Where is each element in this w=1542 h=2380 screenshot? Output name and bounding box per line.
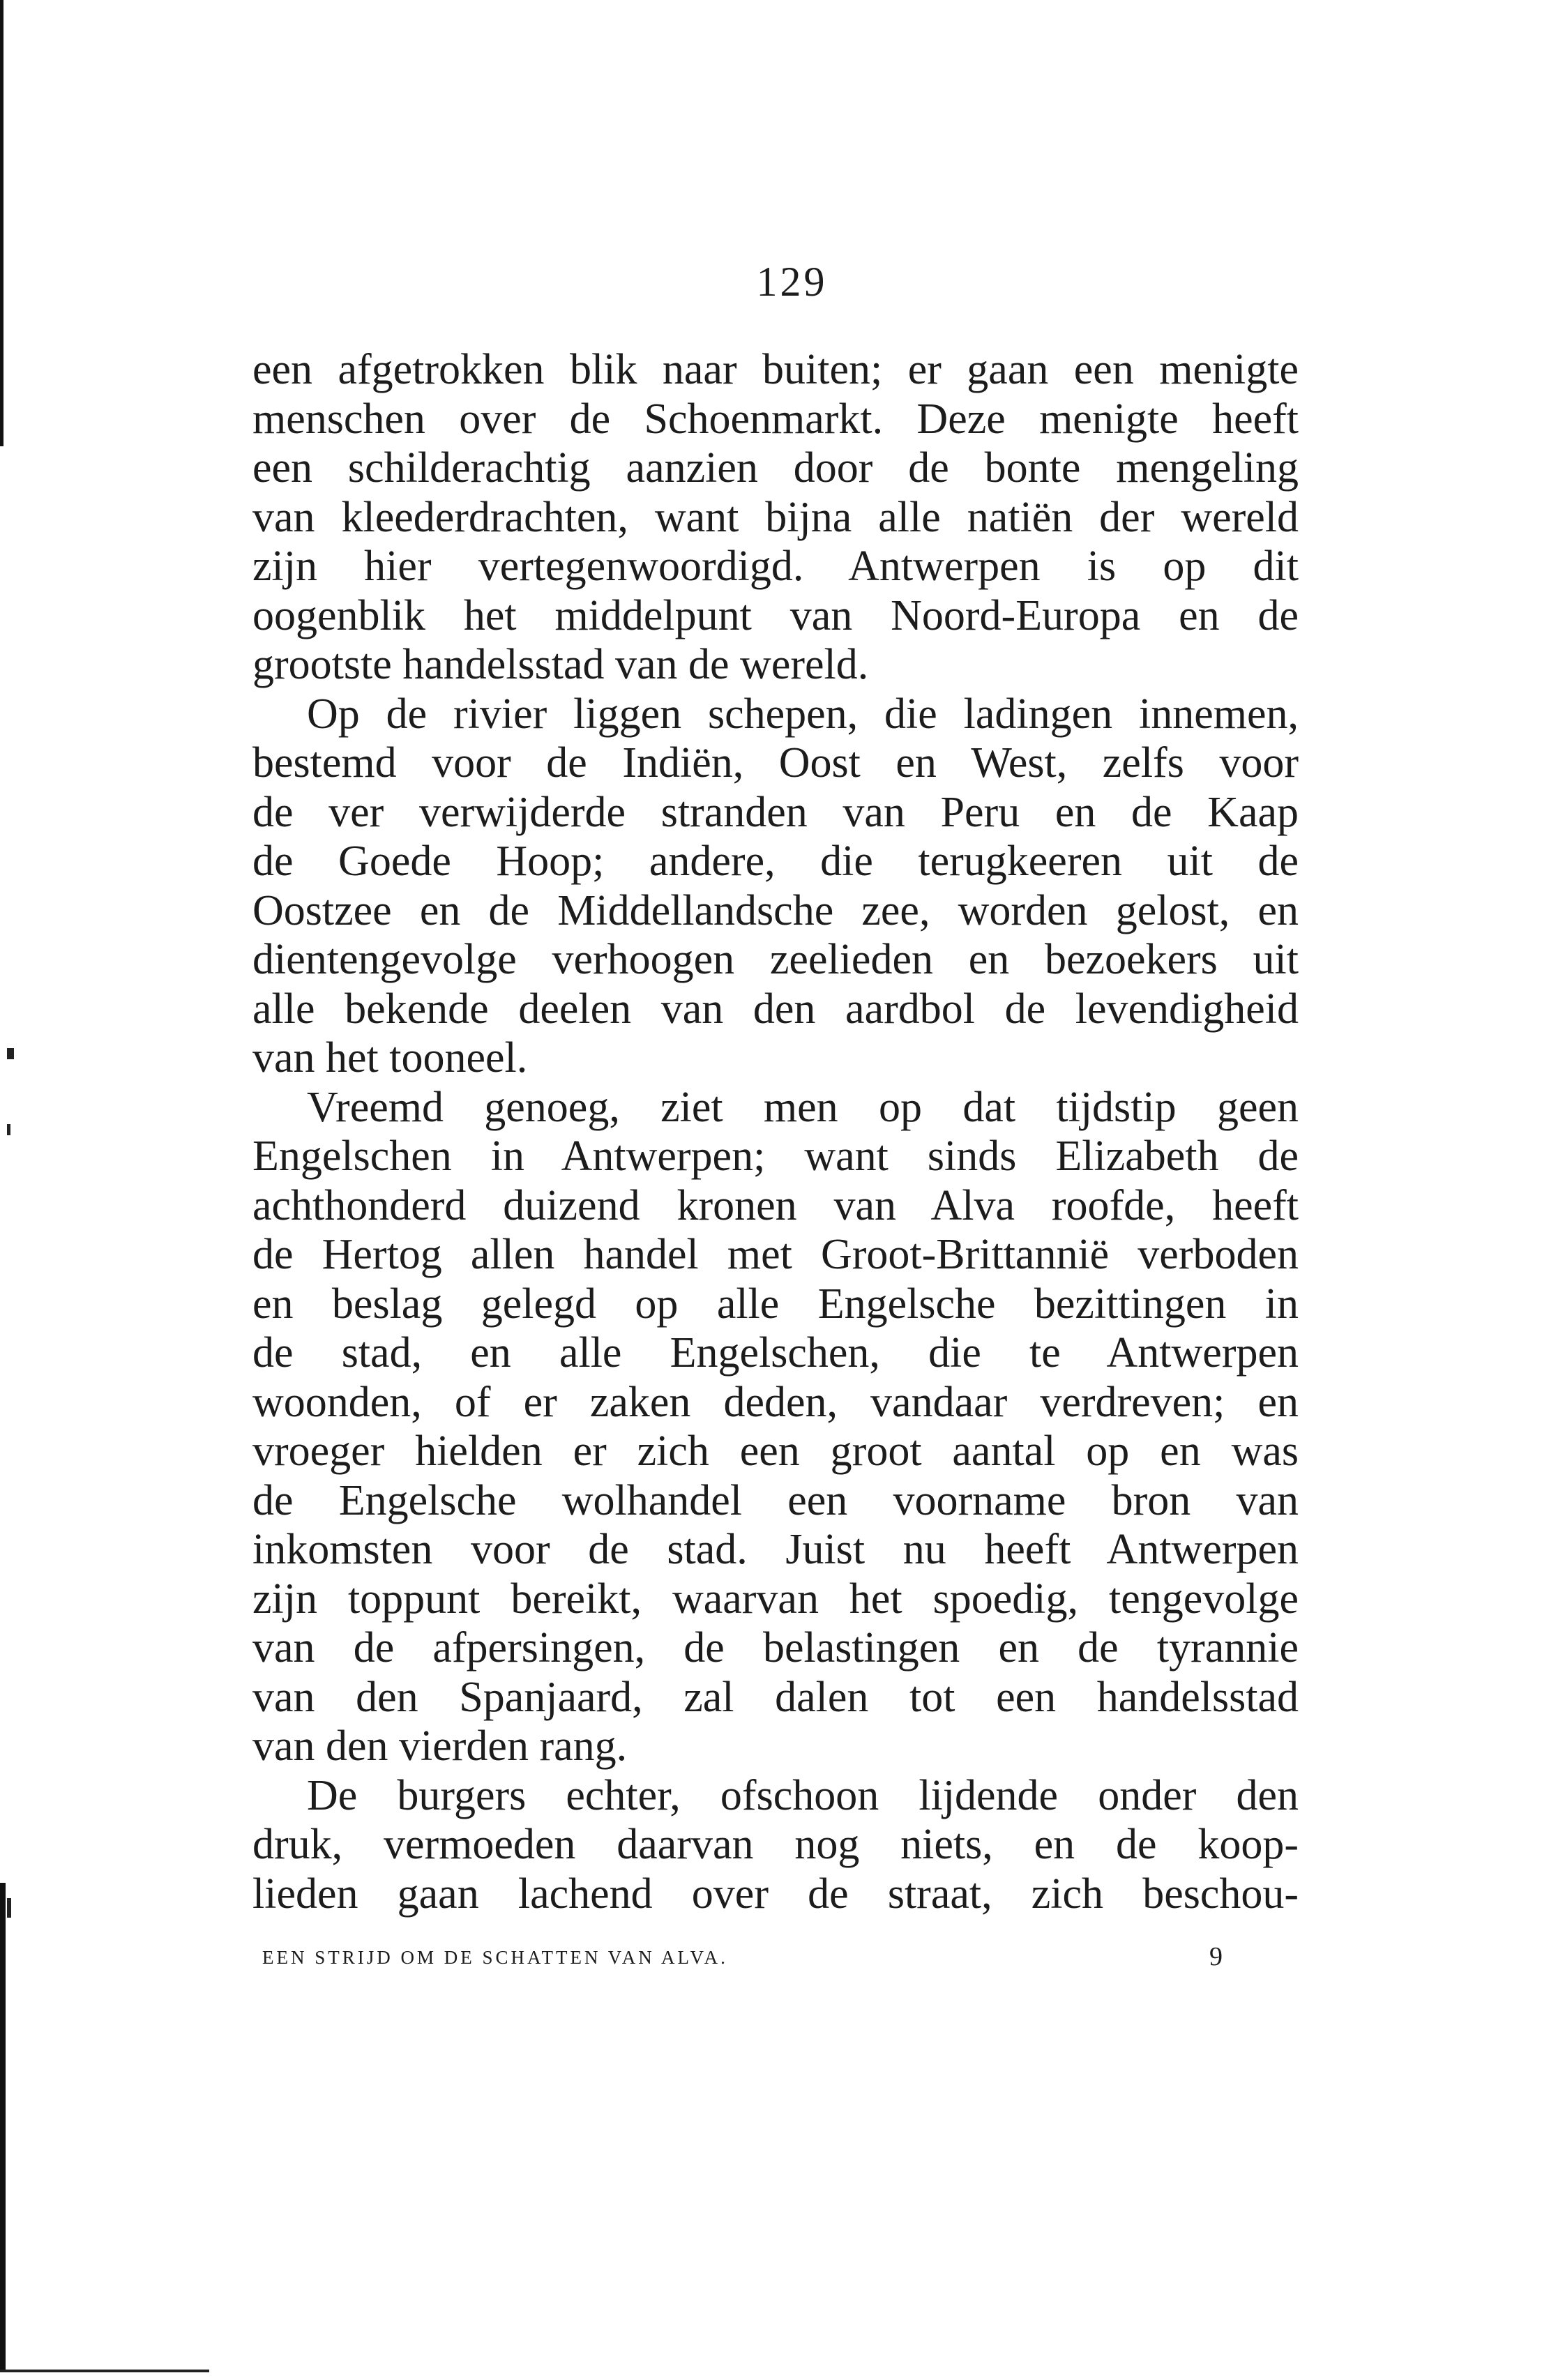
scan-edge-foot [0,2370,209,2372]
scan-edge-bottom [0,1883,6,2371]
scan-mark [7,1124,10,1135]
paragraph-start: De burgers echter, ofschoon lijdende onder den [307,1771,1299,1819]
text-line: de Goede Hoop; andere, die terugkeeren uit de [252,837,1299,885]
text-line: en beslag gelegd op alle Engelsche bezittingen in [252,1280,1299,1328]
text-line: zijn hier vertegenwoordigd. Antwerpen is op dit [252,543,1299,590]
footer-signature-number: 9 [1209,1942,1223,1971]
text-line: van den vierden rang. [252,1722,628,1770]
scan-mark [7,1048,14,1059]
text-line: van den Spanjaard, zal dalen tot een handelsstad [252,1673,1299,1721]
text-line: woonden, of er zaken deden, vandaar verdreven; en [252,1378,1299,1426]
footer-book-title: EEN STRIJD OM DE SCHATTEN VAN ALVA. [262,1947,728,1968]
text-line: zijn toppunt bereikt, waarvan het spoedig, tengevolge [252,1575,1299,1623]
text-line: de stad, en alle Engelschen, die te Antwerpen [252,1329,1299,1377]
text-line: Oostzee en de Middellandsche zee, worden gelost, en [252,886,1299,934]
text-line: een schilderachtig aanzien door de bonte mengeling [252,444,1299,492]
paragraph-start: Op de rivier liggen schepen, die ladingen innemen, [307,690,1299,738]
text-line: een afgetrokken blik naar buiten; er gaan een menigte [252,346,1299,393]
text-line: druk, vermoeden daarvan nog niets, en de koop- [252,1821,1299,1868]
text-line: Engelschen in Antwerpen; want sinds Elizabeth de [252,1132,1299,1180]
scan-mark [7,1898,11,1918]
text-line: van het tooneel. [252,1034,528,1082]
text-line: inkomsten voor de stad. Juist nu heeft Antwerpen [252,1526,1299,1573]
text-line: alle bekende deelen van den aardbol de levendigheid [252,985,1299,1033]
paragraph-start: Vreemd genoeg, ziet men op dat tijdstip geen [307,1083,1299,1131]
scan-edge-top [0,0,3,446]
text-line: oogenblik het middelpunt van Noord-Europa en de [252,591,1299,639]
text-line: grootste handelsstad van de wereld. [252,641,869,688]
text-line: de Engelsche wolhandel een voorname bron van [252,1476,1299,1524]
text-line: van de afpersingen, de belastingen en de tyrannie [252,1624,1299,1672]
text-line: menschen over de Schoenmarkt. Deze menigte heeft [252,395,1299,443]
page-number: 129 [756,259,828,305]
text-line: dientengevolge verhoogen zeelieden en bezoekers uit [252,936,1299,983]
text-line: achthonderd duizend kronen van Alva roofde, heeft [252,1181,1299,1229]
text-line: vroeger hielden er zich een groot aantal op en was [252,1427,1299,1475]
body-text [252,345,1299,1918]
text-line: van kleederdrachten, want bijna alle natiën der wereld [252,493,1299,541]
text-line: lieden gaan lachend over de straat, zich beschou- [252,1870,1299,1918]
text-line: bestemd voor de Indiën, Oost en West, zelfs voor [252,739,1299,787]
text-line: de Hertog allen handel met Groot-Brittannië verboden [252,1231,1299,1278]
text-line: de ver verwijderde stranden van Peru en de Kaap [252,788,1299,836]
